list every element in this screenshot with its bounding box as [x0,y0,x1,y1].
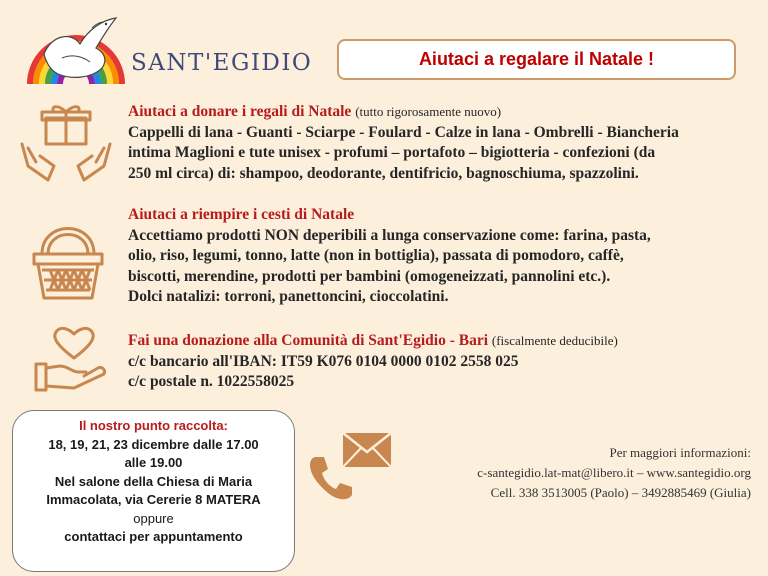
baskets-section [128,205,752,308]
baskets-line: olio, riso, legumi, tonno, latte (non in bottiglia), passata di pomodoro, caffè, [128,247,624,264]
contact-heading: Per maggiori informazioni: [609,445,751,460]
iban-text: c/c bancario all'IBAN: IT59 K076 0104 0000 0102 2558 025 [128,352,519,370]
gifts-line: Cappelli di lana - Guanti - Sciarpe - Foulard - Calze in lana - Ombrelli - Biancheria [128,123,679,141]
collection-dates: 18, 19, 21, 23 dicembre dalle 17.00 [48,436,259,452]
collection-heading: Il nostro punto raccolta: [79,418,228,433]
brand-name: SANT'EGIDIO [131,50,313,76]
gift-hands-icon [18,104,114,184]
gifts-line: intima Maglioni e tute unisex - profumi – portafoto – bigiotteria - confezioni (da [128,144,656,161]
donation-section [128,331,752,393]
baskets-line: Dolci natalizi: torroni, panettoncini, cioccolatini. [128,288,449,305]
baskets-title: Aiutaci a riempire i cesti di Natale [128,206,355,223]
collection-time: alle 19.00 [124,455,183,470]
gifts-section [128,102,752,184]
contact-email-web: c-santegidio.lat-mat@libero.it – www.santegidio.org [477,465,751,480]
donation-title: Fai una donazione alla Comunità di Sant'Egidio - Bari [128,332,489,349]
phone-icon [308,455,352,501]
donation-note: (fiscalmente deducibile) [491,333,618,348]
gifts-title: Aiutaci a donare i regali di Natale [128,103,352,120]
dove-rainbow-logo [22,14,132,86]
page-title: Aiutaci a regalare il Natale ! [337,39,736,80]
collection-appointment: contattaci per appuntamento [64,529,243,544]
postal-account-text: c/c postale n. 1022558025 [128,373,295,390]
collection-point-box [12,410,295,572]
baskets-line: biscotti, merendine, prodotti per bambini (omogeneizzati, pannolini etc.). [128,267,611,285]
collection-place: Nel salone della Chiesa di Maria [54,473,253,489]
contact-phones: Cell. 338 3513005 (Paolo) – 3492885469 (Giulia) [490,485,751,500]
baskets-line: Accettiamo prodotti NON deperibili a lunga conservazione come: farina, pasta, [128,226,651,244]
basket-icon [28,214,108,302]
gifts-note: (tutto rigorosamente nuovo) [355,104,502,119]
contact-info [398,443,751,503]
collection-or: oppure [133,510,174,526]
gifts-line: 250 ml circa) di: shampoo, deodorante, dentifricio, bagnoschiuma, spazzolini. [128,164,639,182]
heart-hand-icon [34,322,110,394]
collection-place: Immacolata, via Cererie 8 MATERA [46,492,261,507]
